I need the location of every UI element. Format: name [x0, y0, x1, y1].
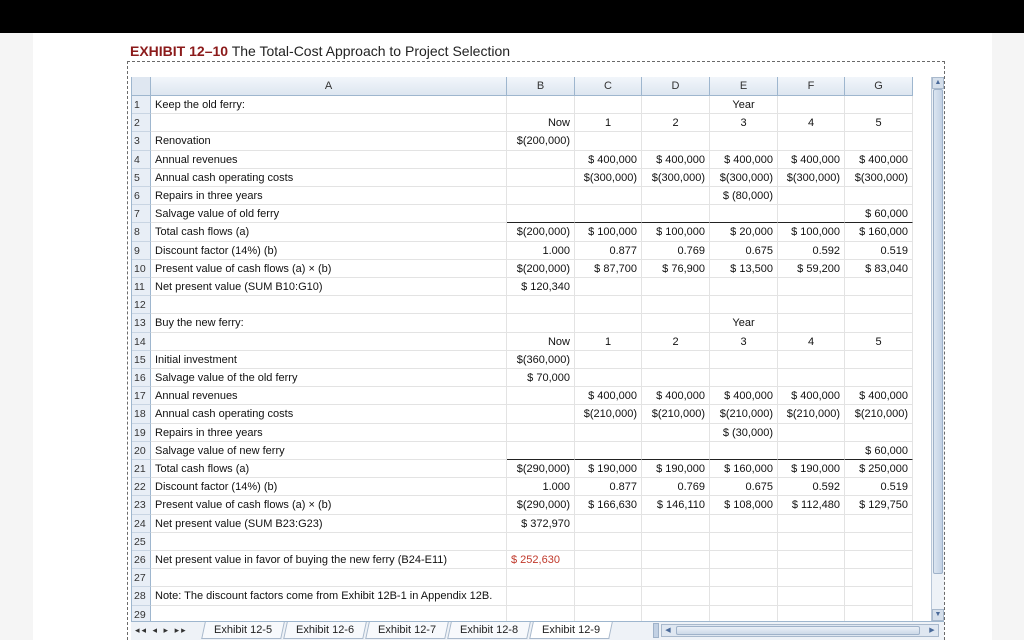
- cell-c22[interactable]: 0.877: [575, 478, 642, 496]
- cell-d17[interactable]: $ 400,000: [642, 387, 710, 405]
- cell-b24[interactable]: $ 372,970: [507, 515, 575, 533]
- cell-g12[interactable]: [845, 296, 913, 314]
- cell-g7[interactable]: $ 60,000: [845, 205, 913, 223]
- cell-c29[interactable]: [575, 606, 642, 621]
- sheet-tab-bar: [131, 621, 944, 640]
- cell-g17[interactable]: $ 400,000: [845, 387, 913, 405]
- sheet-tab-label: Exhibit 12-9: [541, 624, 601, 636]
- cell-d14[interactable]: 2: [642, 333, 710, 351]
- cell-d29[interactable]: [642, 606, 710, 621]
- cell-b6[interactable]: [507, 187, 575, 205]
- cell-d9[interactable]: 0.769: [642, 242, 710, 260]
- cell-g14[interactable]: 5: [845, 333, 913, 351]
- tab-navigation-arrows[interactable]: ◂◂ ◂ ▸ ▸▸: [135, 625, 188, 635]
- cell-c12[interactable]: [575, 296, 642, 314]
- sheet-tab-label: Exhibit 12-7: [377, 624, 437, 636]
- row-number[interactable]: 10: [132, 260, 151, 278]
- cell-f22[interactable]: 0.592: [778, 478, 845, 496]
- column-header-c[interactable]: C: [575, 77, 642, 96]
- cell-f12[interactable]: [778, 296, 845, 314]
- sheet-row: [132, 296, 932, 314]
- cell-b18[interactable]: [507, 405, 575, 423]
- cell-b2[interactable]: Now: [507, 114, 575, 132]
- cell-c9[interactable]: 0.877: [575, 242, 642, 260]
- cell-b7[interactable]: [507, 205, 575, 223]
- sheet-row: [132, 551, 932, 569]
- cell-d5[interactable]: $(300,000): [642, 169, 710, 187]
- cell-b1[interactable]: [507, 96, 575, 114]
- row-number[interactable]: 3: [132, 132, 151, 150]
- row-number[interactable]: 1: [132, 96, 151, 114]
- row-number[interactable]: 17: [132, 387, 151, 405]
- cell-b28[interactable]: [507, 587, 575, 605]
- cell-c24[interactable]: [575, 515, 642, 533]
- cell-b10[interactable]: $(200,000): [507, 260, 575, 278]
- cell-a27[interactable]: [151, 569, 507, 587]
- cell-f29[interactable]: [778, 606, 845, 621]
- cell-b21[interactable]: $(290,000): [507, 460, 575, 478]
- sheet-row: [132, 333, 932, 351]
- sheet-row: [132, 369, 932, 387]
- row-number[interactable]: 6: [132, 187, 151, 205]
- cell-d11[interactable]: [642, 278, 710, 296]
- cell-c21[interactable]: $ 190,000: [575, 460, 642, 478]
- cell-a1[interactable]: Keep the old ferry:: [151, 96, 507, 114]
- sheet-tab[interactable]: [283, 622, 367, 639]
- cell-f6[interactable]: [778, 187, 845, 205]
- cell-c26[interactable]: [575, 551, 642, 569]
- cell-e17[interactable]: $ 400,000: [710, 387, 778, 405]
- cell-f2[interactable]: 4: [778, 114, 845, 132]
- row-number[interactable]: 19: [132, 424, 151, 442]
- cell-c18[interactable]: $(210,000): [575, 405, 642, 423]
- cell-g5[interactable]: $(300,000): [845, 169, 913, 187]
- cell-e9[interactable]: 0.675: [710, 242, 778, 260]
- cell-b12[interactable]: [507, 296, 575, 314]
- cell-a22[interactable]: Discount factor (14%) (b): [151, 478, 507, 496]
- cell-f5[interactable]: $(300,000): [778, 169, 845, 187]
- sheet-tab-label: Exhibit 12-8: [459, 624, 519, 636]
- cell-c5[interactable]: $(300,000): [575, 169, 642, 187]
- cell-e15[interactable]: [710, 351, 778, 369]
- cell-g4[interactable]: $ 400,000: [845, 151, 913, 169]
- sheet-tab[interactable]: [529, 622, 613, 639]
- cell-c23[interactable]: $ 166,630: [575, 496, 642, 514]
- row-number[interactable]: 28: [132, 587, 151, 605]
- cell-d18[interactable]: $(210,000): [642, 405, 710, 423]
- sheet-tab[interactable]: [447, 622, 531, 639]
- cell-f23[interactable]: $ 112,480: [778, 496, 845, 514]
- top-black-bar: [0, 0, 1024, 33]
- cell-a19[interactable]: Repairs in three years: [151, 424, 507, 442]
- cell-b8[interactable]: $(200,000): [507, 223, 575, 241]
- cell-a14[interactable]: [151, 333, 507, 351]
- cell-c27[interactable]: [575, 569, 642, 587]
- cell-b5[interactable]: [507, 169, 575, 187]
- cell-e21[interactable]: $ 160,000: [710, 460, 778, 478]
- cell-f20[interactable]: [778, 442, 845, 460]
- cell-g22[interactable]: 0.519: [845, 478, 913, 496]
- cell-c2[interactable]: 1: [575, 114, 642, 132]
- sheet-row: [132, 260, 932, 278]
- cell-g16[interactable]: [845, 369, 913, 387]
- cell-f17[interactable]: $ 400,000: [778, 387, 845, 405]
- cell-e5[interactable]: $(300,000): [710, 169, 778, 187]
- sheet-row: [132, 351, 932, 369]
- cell-g11[interactable]: [845, 278, 913, 296]
- cell-a26[interactable]: Net present value in favor of buying the new ferry (B24-E11): [151, 551, 507, 569]
- cell-f14[interactable]: 4: [778, 333, 845, 351]
- cell-e28[interactable]: [710, 587, 778, 605]
- sheet-tab[interactable]: [365, 622, 449, 639]
- cell-a10[interactable]: Present value of cash flows (a) × (b): [151, 260, 507, 278]
- cell-a13[interactable]: Buy the new ferry:: [151, 314, 507, 332]
- row-number[interactable]: 22: [132, 478, 151, 496]
- cell-g1[interactable]: [845, 96, 913, 114]
- vertical-scrollbar[interactable]: [931, 77, 944, 621]
- cell-e22[interactable]: 0.675: [710, 478, 778, 496]
- cell-e27[interactable]: [710, 569, 778, 587]
- cell-a6[interactable]: Repairs in three years: [151, 187, 507, 205]
- column-header-b[interactable]: B: [507, 77, 575, 96]
- cell-c7[interactable]: [575, 205, 642, 223]
- cell-g20[interactable]: $ 60,000: [845, 442, 913, 460]
- cell-f15[interactable]: [778, 351, 845, 369]
- cell-f21[interactable]: $ 190,000: [778, 460, 845, 478]
- cell-d2[interactable]: 2: [642, 114, 710, 132]
- cell-d3[interactable]: [642, 132, 710, 150]
- cell-c16[interactable]: [575, 369, 642, 387]
- cell-e13[interactable]: Year: [710, 314, 778, 332]
- cell-b14[interactable]: Now: [507, 333, 575, 351]
- scroll-left-icon[interactable]: ◀: [665, 627, 671, 634]
- cell-e26[interactable]: [710, 551, 778, 569]
- cell-b22[interactable]: 1.000: [507, 478, 575, 496]
- cell-d1[interactable]: [642, 96, 710, 114]
- cell-c6[interactable]: [575, 187, 642, 205]
- cell-f4[interactable]: $ 400,000: [778, 151, 845, 169]
- column-header-e[interactable]: E: [710, 77, 778, 96]
- horizontal-scrollbar[interactable]: [661, 624, 939, 637]
- cell-e24[interactable]: [710, 515, 778, 533]
- cell-a21[interactable]: Total cash flows (a): [151, 460, 507, 478]
- sheet-row: [132, 187, 932, 205]
- cell-f10[interactable]: $ 59,200: [778, 260, 845, 278]
- sheet-row: [132, 114, 932, 132]
- cell-g18[interactable]: $(210,000): [845, 405, 913, 423]
- cell-a12[interactable]: [151, 296, 507, 314]
- row-number[interactable]: 21: [132, 460, 151, 478]
- cell-e1[interactable]: Year: [710, 96, 778, 114]
- column-header-d[interactable]: D: [642, 77, 710, 96]
- cell-f28[interactable]: [778, 587, 845, 605]
- cell-f24[interactable]: [778, 515, 845, 533]
- cell-g23[interactable]: $ 129,750: [845, 496, 913, 514]
- cell-d6[interactable]: [642, 187, 710, 205]
- cell-d27[interactable]: [642, 569, 710, 587]
- sheet-row: [132, 96, 932, 114]
- tab-split-handle[interactable]: [653, 623, 659, 638]
- cell-c19[interactable]: [575, 424, 642, 442]
- sheet-row: [132, 515, 932, 533]
- cell-d10[interactable]: $ 76,900: [642, 260, 710, 278]
- sheet-row: [132, 569, 932, 587]
- row-number[interactable]: 29: [132, 606, 151, 621]
- cell-f26[interactable]: [778, 551, 845, 569]
- row-number[interactable]: 25: [132, 533, 151, 551]
- scroll-right-icon[interactable]: ▶: [929, 627, 935, 634]
- cell-f7[interactable]: [778, 205, 845, 223]
- cell-b20[interactable]: [507, 442, 575, 460]
- cell-c3[interactable]: [575, 132, 642, 150]
- scroll-up-icon[interactable]: ▲: [932, 77, 944, 89]
- cell-c17[interactable]: $ 400,000: [575, 387, 642, 405]
- cell-e8[interactable]: $ 20,000: [710, 223, 778, 241]
- row-number[interactable]: 13: [132, 314, 151, 332]
- cell-g2[interactable]: 5: [845, 114, 913, 132]
- cell-b9[interactable]: 1.000: [507, 242, 575, 260]
- row-number[interactable]: 16: [132, 369, 151, 387]
- cell-e14[interactable]: 3: [710, 333, 778, 351]
- cell-c28[interactable]: [575, 587, 642, 605]
- row-number[interactable]: 11: [132, 278, 151, 296]
- column-header-a[interactable]: A: [151, 77, 507, 96]
- cell-d13[interactable]: [642, 314, 710, 332]
- cell-b17[interactable]: [507, 387, 575, 405]
- cell-b23[interactable]: $(290,000): [507, 496, 575, 514]
- cell-g8[interactable]: $ 160,000: [845, 223, 913, 241]
- row-number[interactable]: 26: [132, 551, 151, 569]
- cell-f8[interactable]: $ 100,000: [778, 223, 845, 241]
- cell-b19[interactable]: [507, 424, 575, 442]
- row-number[interactable]: 18: [132, 405, 151, 423]
- cell-f27[interactable]: [778, 569, 845, 587]
- cell-f18[interactable]: $(210,000): [778, 405, 845, 423]
- cell-e18[interactable]: $(210,000): [710, 405, 778, 423]
- cell-b11[interactable]: $ 120,340: [507, 278, 575, 296]
- cell-g19[interactable]: [845, 424, 913, 442]
- row-number[interactable]: 15: [132, 351, 151, 369]
- cell-e19[interactable]: $ (30,000): [710, 424, 778, 442]
- sheet-row: [132, 478, 932, 496]
- cell-e11[interactable]: [710, 278, 778, 296]
- cell-a8[interactable]: Total cash flows (a): [151, 223, 507, 241]
- sheet-row: [132, 242, 932, 260]
- cell-a3[interactable]: Renovation: [151, 132, 507, 150]
- cell-g15[interactable]: [845, 351, 913, 369]
- cell-g24[interactable]: [845, 515, 913, 533]
- cell-d24[interactable]: [642, 515, 710, 533]
- cell-f25[interactable]: [778, 533, 845, 551]
- cell-e20[interactable]: [710, 442, 778, 460]
- left-margin: [0, 33, 33, 640]
- cell-f16[interactable]: [778, 369, 845, 387]
- cell-c11[interactable]: [575, 278, 642, 296]
- cell-b4[interactable]: [507, 151, 575, 169]
- cell-e2[interactable]: 3: [710, 114, 778, 132]
- row-number[interactable]: 5: [132, 169, 151, 187]
- cell-f1[interactable]: [778, 96, 845, 114]
- cell-b25[interactable]: [507, 533, 575, 551]
- cell-a24[interactable]: Net present value (SUM B23:G23): [151, 515, 507, 533]
- cell-e10[interactable]: $ 13,500: [710, 260, 778, 278]
- cell-d28[interactable]: [642, 587, 710, 605]
- cell-a20[interactable]: Salvage value of new ferry: [151, 442, 507, 460]
- cell-g6[interactable]: [845, 187, 913, 205]
- cell-e4[interactable]: $ 400,000: [710, 151, 778, 169]
- cell-c20[interactable]: [575, 442, 642, 460]
- cell-c13[interactable]: [575, 314, 642, 332]
- cell-c15[interactable]: [575, 351, 642, 369]
- cell-c8[interactable]: $ 100,000: [575, 223, 642, 241]
- sheet-row: [132, 442, 932, 460]
- row-number[interactable]: 7: [132, 205, 151, 223]
- select-all-corner[interactable]: [132, 77, 151, 96]
- cell-g9[interactable]: 0.519: [845, 242, 913, 260]
- cell-c10[interactable]: $ 87,700: [575, 260, 642, 278]
- cell-g28[interactable]: [845, 587, 913, 605]
- sheet-row: [132, 132, 932, 150]
- scroll-down-icon[interactable]: ▼: [932, 609, 944, 621]
- cell-b26[interactable]: $ 252,630: [507, 551, 575, 569]
- row-number[interactable]: 2: [132, 114, 151, 132]
- cell-a4[interactable]: Annual revenues: [151, 151, 507, 169]
- sheet-row: [132, 314, 932, 332]
- sheet-tab[interactable]: [201, 622, 285, 639]
- cell-d15[interactable]: [642, 351, 710, 369]
- sheet-tab-label: Exhibit 12-5: [213, 624, 273, 636]
- exhibit-title-text: The Total-Cost Approach to Project Selection: [231, 43, 511, 59]
- cell-a15[interactable]: Initial investment: [151, 351, 507, 369]
- sheet-row: [132, 205, 932, 223]
- cell-d20[interactable]: [642, 442, 710, 460]
- cell-f11[interactable]: [778, 278, 845, 296]
- cell-g21[interactable]: $ 250,000: [845, 460, 913, 478]
- cell-b13[interactable]: [507, 314, 575, 332]
- sheet-row: [132, 278, 932, 296]
- cell-b3[interactable]: $(200,000): [507, 132, 575, 150]
- row-number[interactable]: 4: [132, 151, 151, 169]
- cell-b15[interactable]: $(360,000): [507, 351, 575, 369]
- cell-b27[interactable]: [507, 569, 575, 587]
- row-number[interactable]: 14: [132, 333, 151, 351]
- cell-d21[interactable]: $ 190,000: [642, 460, 710, 478]
- cell-d19[interactable]: [642, 424, 710, 442]
- cell-d23[interactable]: $ 146,110: [642, 496, 710, 514]
- cell-a11[interactable]: Net present value (SUM B10:G10): [151, 278, 507, 296]
- cell-g10[interactable]: $ 83,040: [845, 260, 913, 278]
- sheet-row: [132, 606, 932, 621]
- cell-d16[interactable]: [642, 369, 710, 387]
- horizontal-scroll-thumb[interactable]: [676, 626, 920, 635]
- spreadsheet-grid[interactable]: [131, 77, 932, 621]
- row-number[interactable]: 8: [132, 223, 151, 241]
- cell-e16[interactable]: [710, 369, 778, 387]
- cell-e3[interactable]: [710, 132, 778, 150]
- cell-a23[interactable]: Present value of cash flows (a) × (b): [151, 496, 507, 514]
- cell-c1[interactable]: [575, 96, 642, 114]
- cell-g3[interactable]: [845, 132, 913, 150]
- sheet-row: [132, 405, 932, 423]
- sheet-tab-label: Exhibit 12-6: [295, 624, 355, 636]
- cell-e29[interactable]: [710, 606, 778, 621]
- cell-e25[interactable]: [710, 533, 778, 551]
- sheet-row: [132, 223, 932, 241]
- cell-e23[interactable]: $ 108,000: [710, 496, 778, 514]
- cell-f19[interactable]: [778, 424, 845, 442]
- cell-e7[interactable]: [710, 205, 778, 223]
- cell-f9[interactable]: 0.592: [778, 242, 845, 260]
- cell-d22[interactable]: 0.769: [642, 478, 710, 496]
- cell-a17[interactable]: Annual revenues: [151, 387, 507, 405]
- cell-c14[interactable]: 1: [575, 333, 642, 351]
- cell-g13[interactable]: [845, 314, 913, 332]
- sheet-row: [132, 387, 932, 405]
- cell-g27[interactable]: [845, 569, 913, 587]
- cell-a9[interactable]: Discount factor (14%) (b): [151, 242, 507, 260]
- row-number[interactable]: 9: [132, 242, 151, 260]
- cell-d12[interactable]: [642, 296, 710, 314]
- row-number[interactable]: 12: [132, 296, 151, 314]
- sheet-row: [132, 424, 932, 442]
- exhibit-number: EXHIBIT 12–10: [130, 43, 229, 59]
- column-header-g[interactable]: G: [845, 77, 913, 96]
- cell-d4[interactable]: $ 400,000: [642, 151, 710, 169]
- cell-a16[interactable]: Salvage value of the old ferry: [151, 369, 507, 387]
- cell-a7[interactable]: Salvage value of old ferry: [151, 205, 507, 223]
- cell-d25[interactable]: [642, 533, 710, 551]
- cell-d26[interactable]: [642, 551, 710, 569]
- cell-f3[interactable]: [778, 132, 845, 150]
- cell-a5[interactable]: Annual cash operating costs: [151, 169, 507, 187]
- cell-a2[interactable]: [151, 114, 507, 132]
- cell-d7[interactable]: [642, 205, 710, 223]
- sheet-row: [132, 496, 932, 514]
- sheet-row: [132, 533, 932, 551]
- cell-a29[interactable]: [151, 606, 507, 621]
- cell-b29[interactable]: [507, 606, 575, 621]
- cell-b16[interactable]: $ 70,000: [507, 369, 575, 387]
- sheet-row: [132, 169, 932, 187]
- cell-a18[interactable]: Annual cash operating costs: [151, 405, 507, 423]
- sheet-row: [132, 460, 932, 478]
- cell-g25[interactable]: [845, 533, 913, 551]
- cell-a28[interactable]: Note: The discount factors come from Exhibit 12B-1 in Appendix 12B.: [151, 587, 507, 605]
- cell-e12[interactable]: [710, 296, 778, 314]
- row-number[interactable]: 27: [132, 569, 151, 587]
- vertical-scroll-thumb[interactable]: [933, 89, 943, 574]
- cell-g29[interactable]: [845, 606, 913, 621]
- cell-e6[interactable]: $ (80,000): [710, 187, 778, 205]
- sheet-row: [132, 151, 932, 169]
- cell-d8[interactable]: $ 100,000: [642, 223, 710, 241]
- cell-f13[interactable]: [778, 314, 845, 332]
- row-number[interactable]: 20: [132, 442, 151, 460]
- exhibit-title: [130, 43, 510, 59]
- cell-a25[interactable]: [151, 533, 507, 551]
- sheet-row: [132, 587, 932, 605]
- cell-c4[interactable]: $ 400,000: [575, 151, 642, 169]
- row-number[interactable]: 23: [132, 496, 151, 514]
- column-header-f[interactable]: F: [778, 77, 845, 96]
- cell-c25[interactable]: [575, 533, 642, 551]
- cell-g26[interactable]: [845, 551, 913, 569]
- row-number[interactable]: 24: [132, 515, 151, 533]
- right-margin: [992, 33, 1024, 640]
